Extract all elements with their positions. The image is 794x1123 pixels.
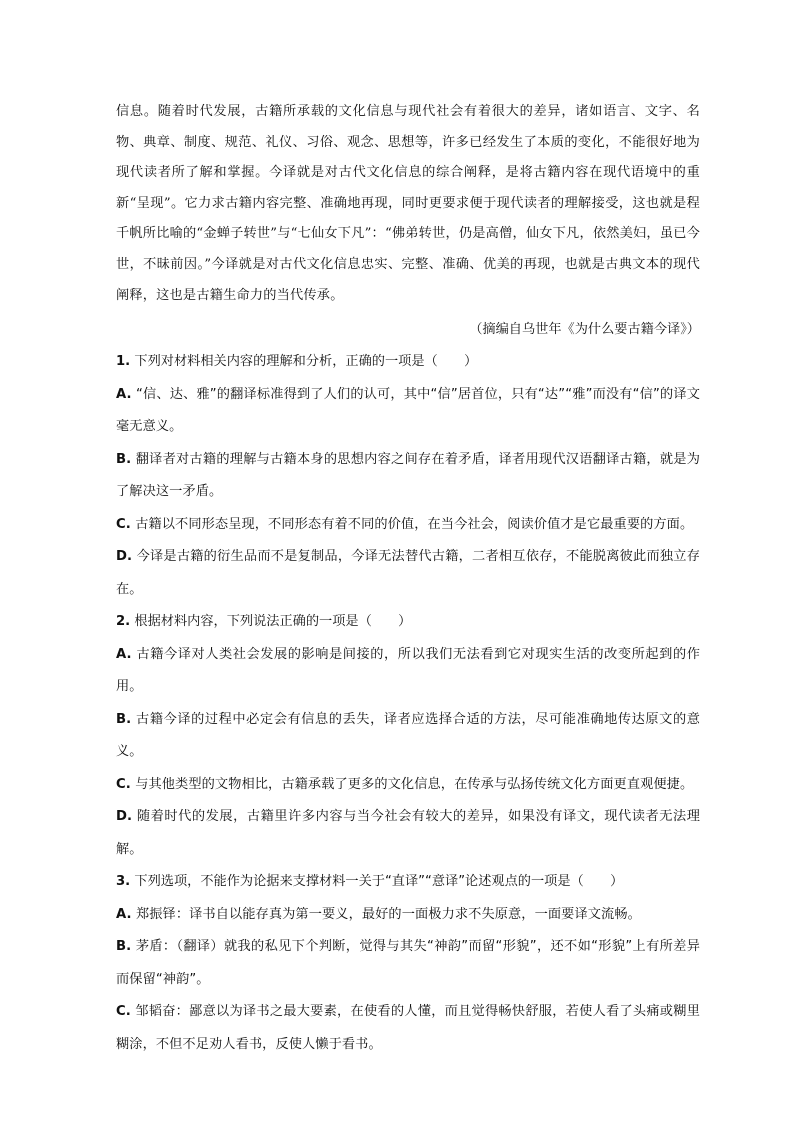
option-text: 茅盾：（翻译）就我的私见下个判断，觉得与其失“神韵”而留“形貌”，还不如“形貌”上有所差异而保留“神韵”。 [116, 939, 700, 987]
option-text: 翻译者对古籍的理解与古籍本身的思想内容之间存在着矛盾，译者用现代汉语翻译古籍，就是为了解决这一矛盾。 [116, 451, 700, 499]
reading-passage [116, 97, 700, 311]
option-letter: C. [116, 1004, 131, 1019]
question-list [116, 346, 700, 1061]
option-letter: A. [116, 906, 132, 922]
option-a [116, 899, 700, 932]
question-number: 3. [116, 874, 131, 889]
option-text: 邹韬奋：鄙意以为译书之最大要素，在使看的人懂，而且觉得畅快舒服，若使人看了头痛或糊里糊涂，不但不足劝人看书，反使人懒于看书。 [116, 1004, 700, 1052]
question-2 [116, 606, 700, 866]
option-letter: C. [116, 776, 131, 792]
option-letter: B. [116, 939, 132, 954]
option-text: 与其他类型的文物相比，古籍承载了更多的文化信息，在传承与弘扬传统文化方面更直观便捷。 [135, 776, 694, 792]
option-letter: B. [116, 451, 132, 467]
option-c [116, 996, 700, 1061]
question-stem [116, 866, 700, 899]
question-number: 2. [116, 614, 131, 629]
option-text: 古籍以不同形态呈现，不同形态有着不同的价值，在当今社会，阅读价值才是它最重要的方面。 [135, 516, 694, 532]
option-text: 古籍今译的过程中必定会有信息的丢失，译者应选择合适的方法，尽可能准确地传达原文的意义。 [116, 711, 700, 759]
option-letter: D. [116, 549, 133, 564]
option-letter: D. [116, 809, 133, 824]
question-number: 1. [116, 354, 131, 369]
passage-paragraph: 信息。随着时代发展，古籍所承载的文化信息与现代社会有着很大的差异，诸如语言、文字、名物、典章、制度、规范、礼仪、习俗、观念、思想等，许多已经发生了本质的变化，不能很好地为现代读者所了解和掌握。今译就是对古代文化信息的综合阐释，是将古籍内容在现代语境中的重新“呈现”。它力求古籍内容完整、准确地再现，同时更要求便于现代读者的理解接受，这也就是程千帆所比喻的“金蝉子转世”与“七仙女下凡”：“佛弟转世，仍是高僧，仙女下凡，依然美妇，虽已今世，不昧前因。”今译就是对古代文化信息忠实、完整、准确、优美的再现，也就是古典文本的现代阐释，这也是古籍生命力的当代传承。 [116, 104, 700, 303]
option-text: “信、达、雅”的翻译标准得到了人们的认可，其中“信”居首位，只有“达”“雅”而没有“信”的译文毫无意义。 [116, 386, 700, 434]
option-text: 随着时代的发展，古籍里许多内容与当今社会有较大的差异，如果没有译文，现代读者无法理解。 [116, 809, 700, 857]
option-text: 古籍今译对人类社会发展的影响是间接的，所以我们无法看到它对现实生活的改变所起到的作用。 [116, 646, 700, 694]
passage-source: （摘编自乌世年《为什么要古籍今译》） [469, 322, 700, 337]
question-stem [116, 606, 700, 639]
option-b [116, 704, 700, 769]
question-text: 下列对材料相关内容的理解和分析，正确的一项是（ ） [134, 354, 478, 369]
question-text: 根据材料内容，下列说法正确的一项是（ ） [134, 614, 412, 629]
option-letter: C. [116, 516, 131, 532]
option-c [116, 769, 700, 802]
option-letter: A. [116, 386, 132, 402]
option-d [116, 541, 700, 606]
option-letter: A. [116, 646, 132, 662]
question-1 [116, 346, 700, 606]
question-text: 下列选项，不能作为论据来支撑材料一关于“直译”“意译”论述观点的一项是（ ） [134, 874, 624, 889]
option-a [116, 379, 700, 444]
option-b [116, 931, 700, 996]
question-3 [116, 866, 700, 1061]
option-d [116, 801, 700, 866]
question-stem [116, 346, 700, 379]
option-text: 郑振铎：译书自以能存真为第一要义，最好的一面极力求不失原意，一面要译文流畅。 [135, 906, 641, 922]
option-b [116, 444, 700, 509]
option-c [116, 509, 700, 542]
option-a [116, 639, 700, 704]
option-letter: B. [116, 711, 132, 727]
option-text: 今译是古籍的衍生品而不是复制品，今译无法替代古籍，二者相互依存，不能脱离彼此而独立存在。 [116, 549, 700, 597]
